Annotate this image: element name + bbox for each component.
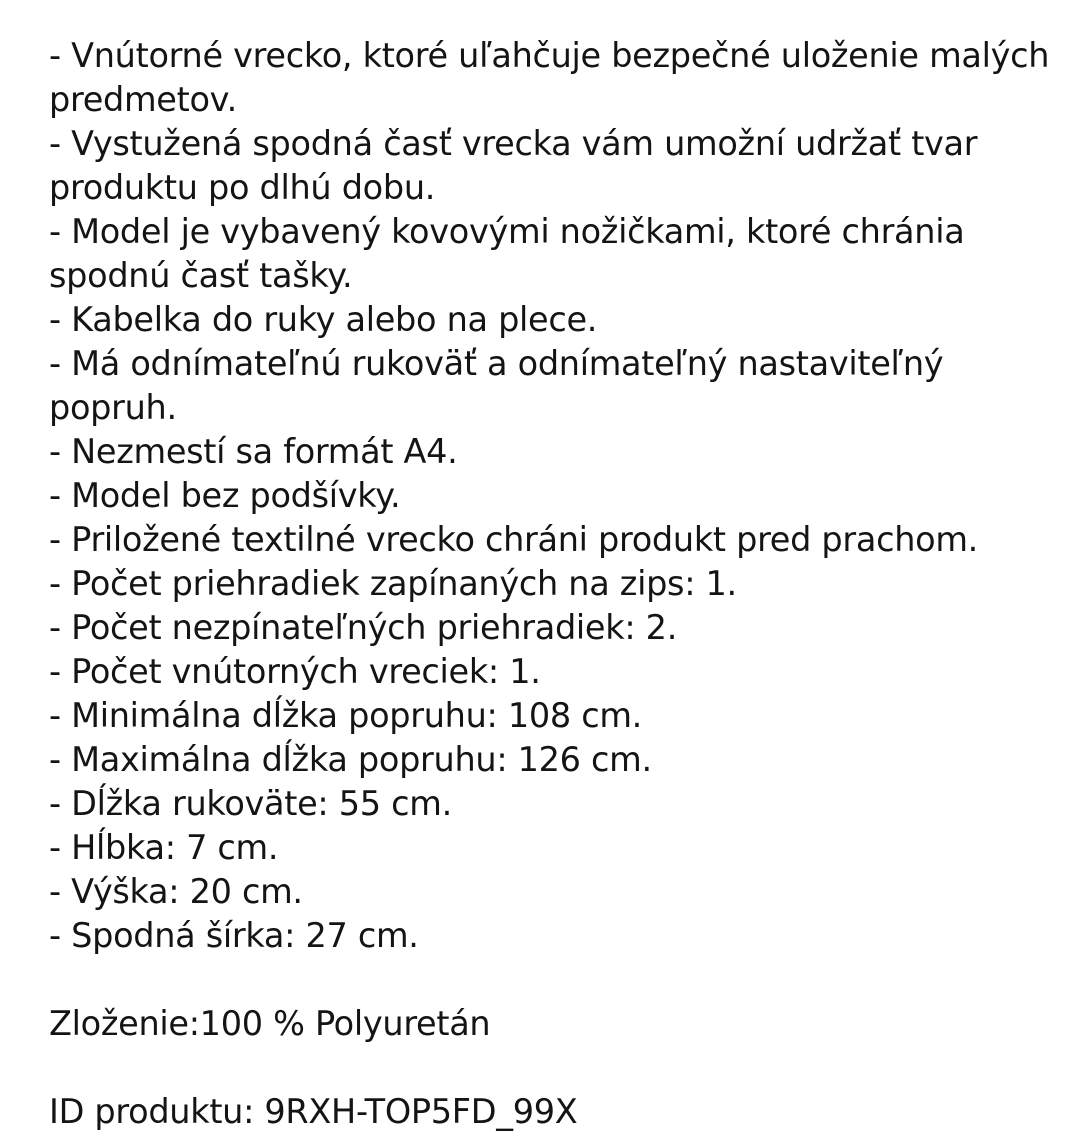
feature-item: - Minimálna dĺžka popruhu: 108 cm. <box>49 696 643 735</box>
feature-item: - Počet vnútorných vreciek: 1. <box>49 652 541 691</box>
feature-item: - Priložené textilné vrecko chráni produkt pred prachom. <box>49 520 979 559</box>
feature-item: - Počet nezpínateľných priehradiek: 2. <box>49 608 678 647</box>
feature-item: - Model je vybavený kovovými nožičkami, ktoré chránia spodnú časť tašky. <box>49 212 965 295</box>
feature-item: - Má odnímateľnú rukoväť a odnímateľný nastaviteľný popruh. <box>49 344 944 427</box>
product-id-text: ID produktu: 9RXH-TOP5FD_99X <box>49 1092 578 1131</box>
feature-item: - Spodná šírka: 27 cm. <box>49 916 419 955</box>
feature-list <box>49 34 1059 958</box>
feature-item: - Výška: 20 cm. <box>49 872 303 911</box>
feature-item: - Dĺžka rukoväte: 55 cm. <box>49 784 452 823</box>
product-description <box>49 34 1059 1134</box>
composition-text: Zloženie:100 % Polyuretán <box>49 1004 491 1043</box>
feature-item: - Kabelka do ruky alebo na plece. <box>49 300 598 339</box>
feature-item: - Maximálna dĺžka popruhu: 126 cm. <box>49 740 652 779</box>
feature-item: - Hĺbka: 7 cm. <box>49 828 279 867</box>
feature-item: - Počet priehradiek zapínaných na zips: 1. <box>49 564 737 603</box>
feature-item: - Vystužená spodná časť vrecka vám umožní udržať tvar produktu po dlhú dobu. <box>49 124 978 207</box>
feature-item: - Nezmestí sa formát A4. <box>49 432 458 471</box>
feature-item: - Model bez podšívky. <box>49 476 401 515</box>
feature-item: - Vnútorné vrecko, ktoré uľahčuje bezpečné uloženie malých predmetov. <box>49 36 1050 119</box>
